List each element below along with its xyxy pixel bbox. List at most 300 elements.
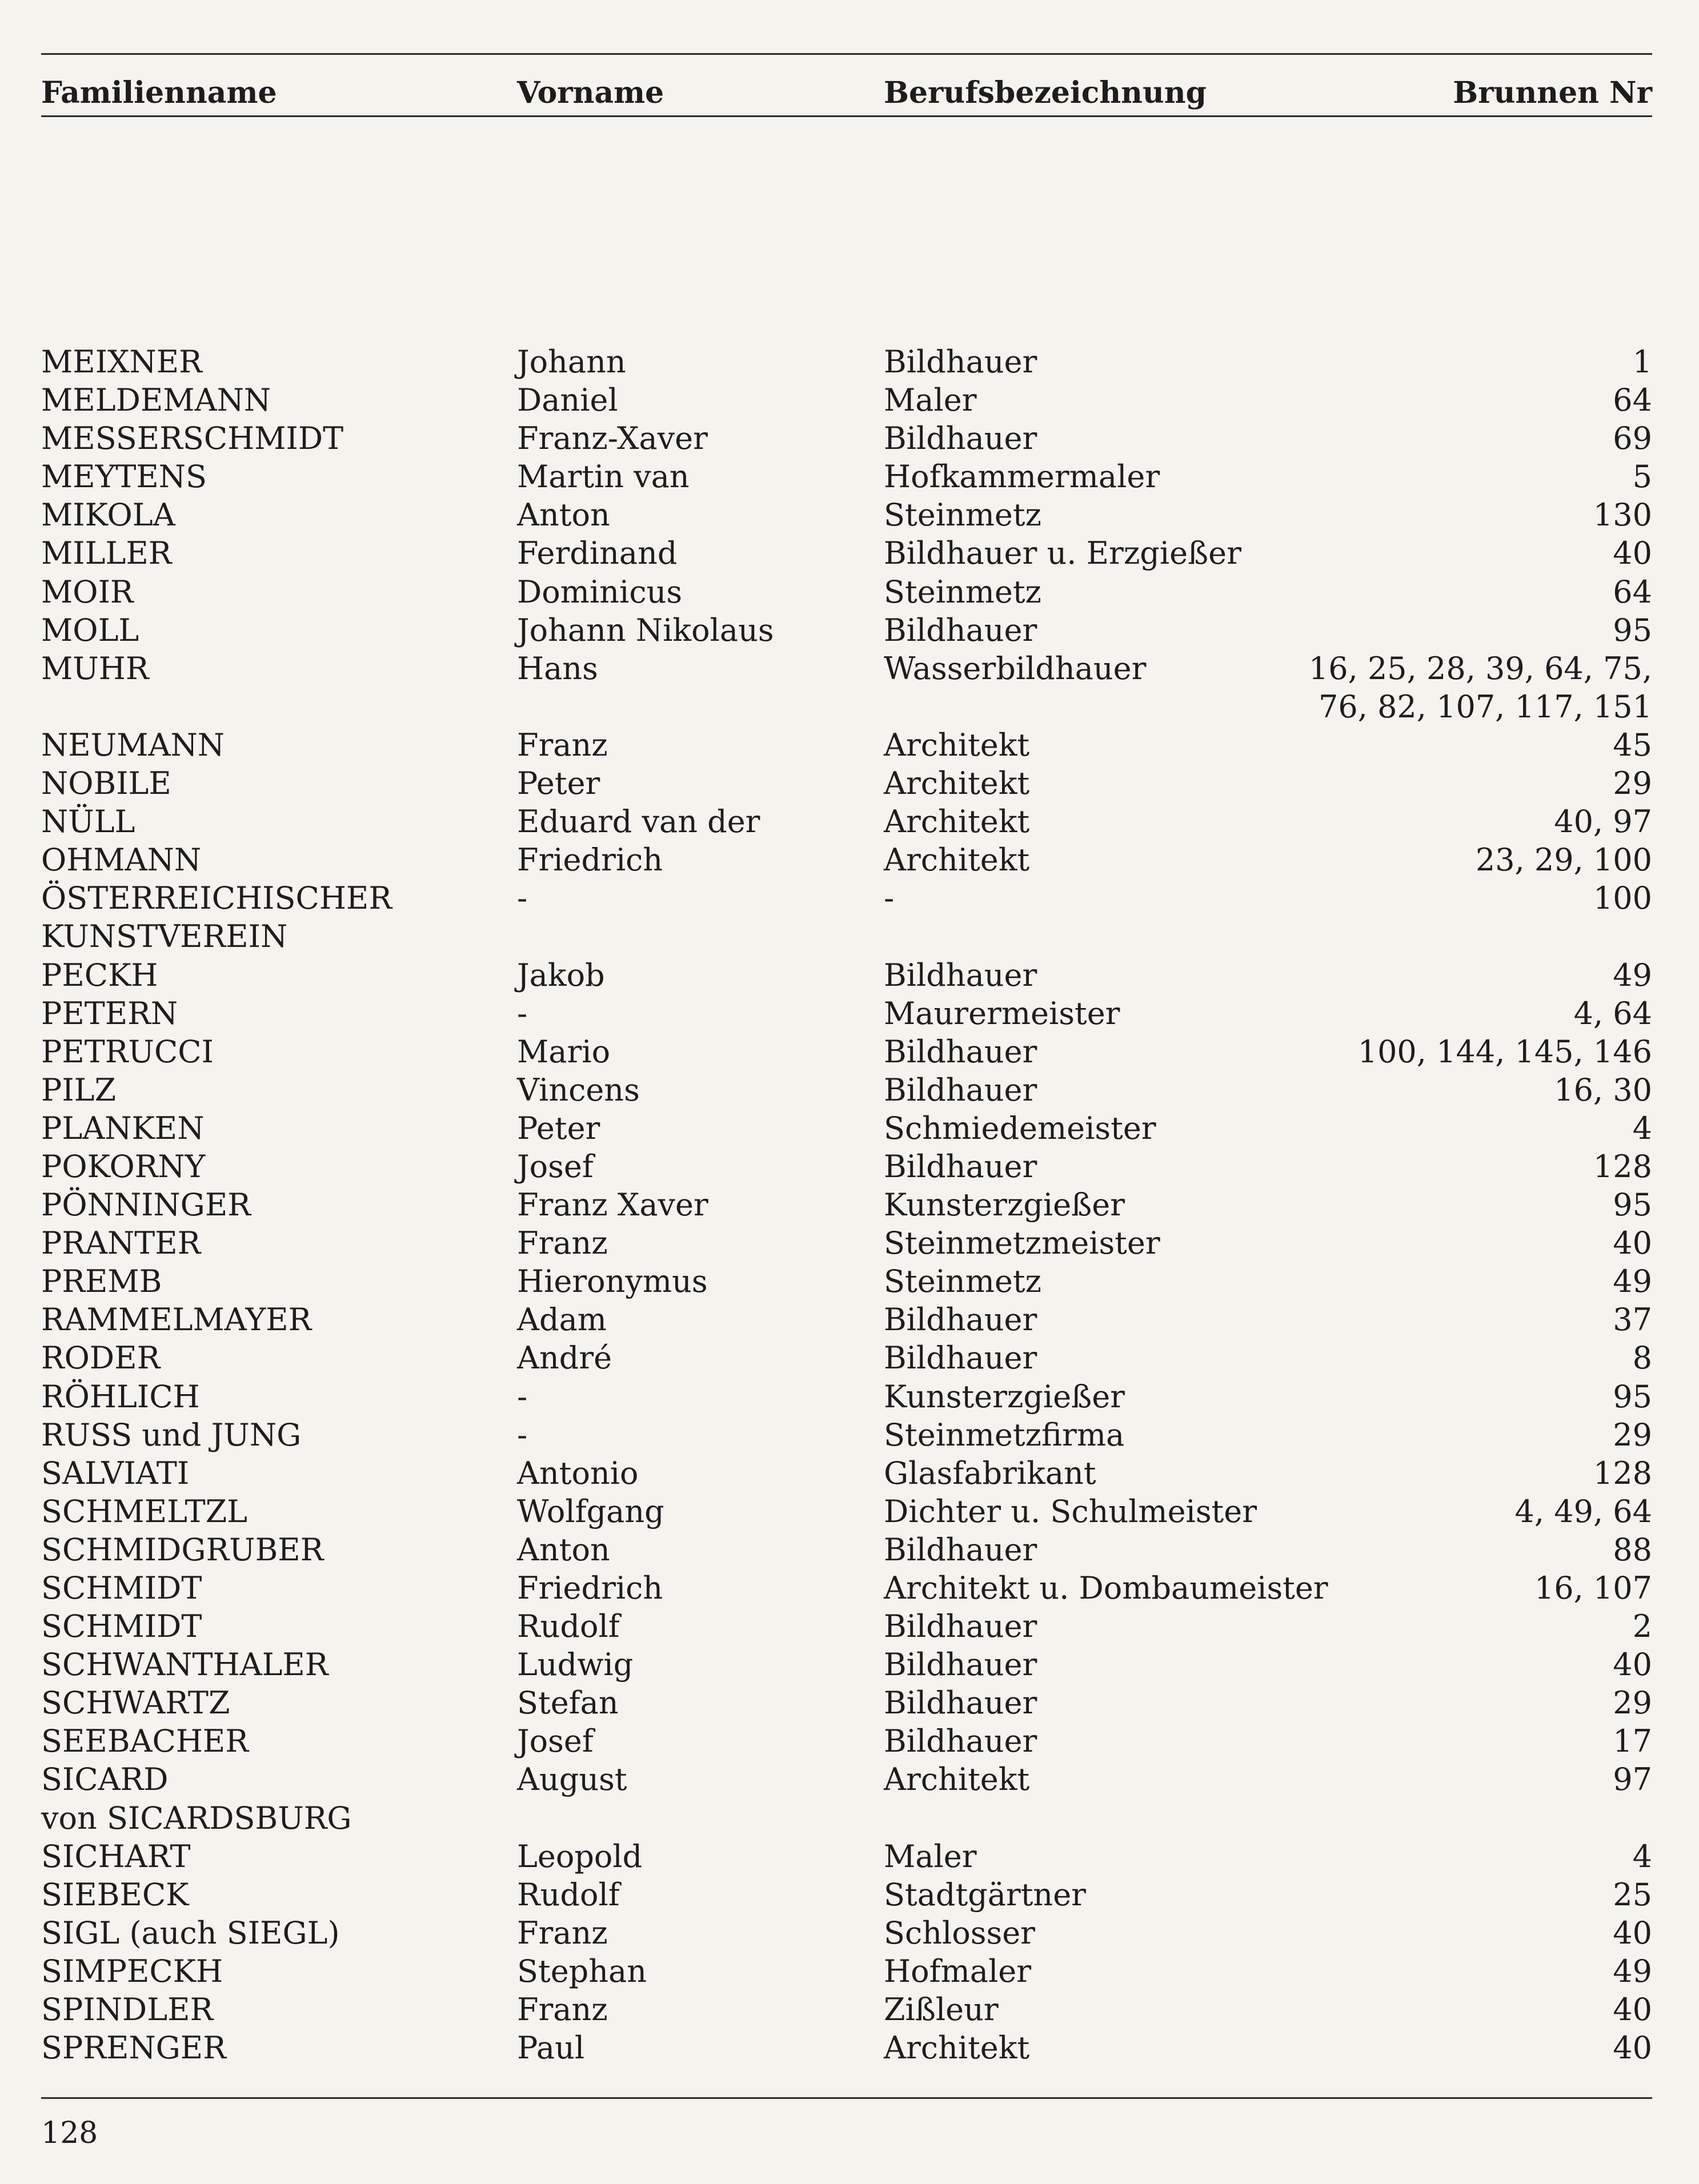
family-name-cell — [41, 611, 139, 649]
first-name-cell: Anton — [517, 1531, 610, 1568]
first-name-cell: Josef — [517, 1723, 594, 1760]
fountain-number-cell — [1534, 1569, 1652, 1607]
profession-cell: Kunsterzgießer — [884, 1187, 1125, 1223]
table-row — [41, 956, 1652, 994]
first-name-cell: Paul — [517, 2030, 585, 2066]
table-row — [41, 1262, 1652, 1300]
family-name-cell — [41, 496, 175, 534]
first-name-cell: Johann Nikolaus — [517, 612, 774, 648]
table-row — [41, 841, 1652, 879]
fountain-number-cell-line: 25 — [1613, 1876, 1652, 1913]
first-name-cell: Stefan — [517, 1685, 619, 1721]
first-name-cell: Friedrich — [517, 1570, 663, 1606]
family-name-cell-line: SCHMIDT — [41, 1608, 202, 1645]
first-name-cell: Rudolf — [517, 1608, 620, 1645]
fountain-number-cell — [1476, 841, 1652, 879]
family-name-cell — [41, 1837, 190, 1876]
fountain-number-cell-line: 4 — [1632, 1838, 1652, 1874]
fountain-number-cell — [1613, 1300, 1652, 1339]
table-row — [41, 879, 1652, 956]
profession-cell: Bildhauer — [884, 957, 1037, 993]
family-name-cell — [41, 573, 134, 611]
table-row — [41, 994, 1652, 1033]
profession-cell: Wasserbildhauer — [884, 650, 1147, 686]
fountain-number-cell — [1613, 1224, 1652, 1262]
first-name-cell: André — [517, 1340, 612, 1376]
first-name-cell: Franz — [517, 1992, 608, 2028]
fountain-number-cell — [1613, 534, 1652, 572]
family-name-cell-line: NÜLL — [41, 804, 135, 840]
fountain-number-cell — [1633, 1837, 1652, 1876]
table-row — [41, 573, 1652, 611]
family-name-cell — [41, 1300, 311, 1339]
family-name-cell-line: SEEBACHER — [41, 1723, 249, 1760]
family-name-cell-line: MILLER — [41, 535, 172, 572]
fountain-number-cell — [1554, 1071, 1652, 1109]
table-row — [41, 1760, 1652, 1837]
table-row — [41, 419, 1652, 457]
family-name-cell-line: RODER — [41, 1340, 161, 1376]
fountain-number-cell-line: 4, 64 — [1573, 995, 1652, 1031]
table-row — [41, 1339, 1652, 1377]
fountain-number-cell — [1309, 649, 1652, 726]
first-name-cell: Antonio — [517, 1455, 639, 1491]
header-profession: Berufsbezeichnung — [884, 75, 1207, 110]
family-name-cell — [41, 726, 225, 764]
family-name-cell-line: SPRENGER — [41, 2030, 226, 2066]
family-name-cell-line: MEYTENS — [41, 459, 207, 495]
fountain-number-cell-line: 17 — [1613, 1723, 1652, 1760]
profession-cell: Schmiedemeister — [884, 1110, 1156, 1146]
family-name-cell-line: SCHWANTHALER — [41, 1647, 328, 1683]
family-name-cell — [41, 1378, 200, 1416]
table-row — [41, 1569, 1652, 1607]
family-name-cell — [41, 1071, 116, 1109]
first-name-cell: Stephan — [517, 1953, 647, 1989]
first-name-cell: Franz-Xaver — [517, 420, 708, 457]
table-header — [41, 73, 1652, 113]
first-name-cell: Franz Xaver — [517, 1187, 708, 1223]
fountain-number-cell-line: 16, 107 — [1534, 1570, 1652, 1606]
fountain-number-cell — [1613, 381, 1652, 419]
first-name-cell: Franz — [517, 1914, 608, 1951]
profession-cell: Steinmetzmeister — [884, 1225, 1160, 1262]
family-name-cell — [41, 1109, 204, 1147]
fountain-number-cell-line: 5 — [1632, 459, 1652, 495]
table-row — [41, 1186, 1652, 1224]
profession-cell: Steinmetzfirma — [884, 1416, 1125, 1453]
fountain-number-cell — [1358, 1033, 1652, 1071]
first-name-cell: Hieronymus — [517, 1263, 708, 1300]
fountain-number-cell — [1613, 764, 1652, 802]
family-name-cell-line: SICHART — [41, 1838, 191, 1874]
fountain-number-cell-line: 100 — [1593, 880, 1652, 917]
fountain-number-cell — [1633, 457, 1652, 496]
fountain-number-cell — [1613, 1952, 1652, 1990]
family-name-cell — [41, 802, 135, 841]
fountain-number-cell-line: 4, 49, 64 — [1514, 1493, 1652, 1529]
fountain-number-cell — [1613, 2029, 1652, 2067]
profession-cell: Steinmetz — [884, 497, 1042, 533]
fountain-number-cell-line: 69 — [1613, 420, 1652, 457]
fountain-number-cell-line: 97 — [1613, 1761, 1652, 1798]
table-row — [41, 1454, 1652, 1492]
family-name-cell-line: MOLL — [41, 612, 139, 648]
family-name-cell-line: SICARD — [41, 1761, 169, 1798]
fountain-number-cell — [1613, 573, 1652, 611]
profession-cell: Hofmaler — [884, 1953, 1032, 1989]
fountain-number-cell — [1613, 611, 1652, 649]
first-name-cell: Johann — [517, 344, 626, 380]
first-name-cell: Josef — [517, 1148, 594, 1185]
fountain-number-cell — [1554, 802, 1652, 841]
first-name-cell: Friedrich — [517, 842, 663, 878]
profession-cell: Architekt — [884, 1761, 1030, 1798]
fountain-number-cell-line: 16, 25, 28, 39, 64, 75, — [1308, 650, 1652, 686]
profession-cell: Bildhauer — [884, 1647, 1037, 1683]
fountain-number-cell — [1515, 1492, 1652, 1531]
table-row — [41, 534, 1652, 572]
fountain-number-cell — [1613, 419, 1652, 457]
family-name-cell — [41, 419, 343, 457]
fountain-number-cell — [1613, 1262, 1652, 1300]
first-name-cell: Vincens — [517, 1071, 640, 1108]
profession-cell: Architekt — [884, 765, 1030, 802]
profession-cell: Bildhauer — [884, 1531, 1037, 1568]
family-name-cell — [41, 457, 207, 496]
family-name-cell — [41, 1224, 201, 1262]
first-name-cell: Leopold — [517, 1838, 643, 1874]
table-row — [41, 1071, 1652, 1109]
fountain-number-cell — [1633, 343, 1652, 381]
family-name-cell — [41, 343, 202, 381]
table-row — [41, 649, 1652, 726]
family-name-cell-line: SCHMIDGRUBER — [41, 1531, 324, 1568]
profession-cell: Bildhauer — [884, 420, 1037, 457]
header-first-name: Vorname — [517, 75, 664, 110]
first-name-cell: Adam — [517, 1302, 607, 1338]
fountain-number-cell — [1613, 1531, 1652, 1569]
family-name-cell-line: OHMANN — [41, 842, 202, 878]
footer-rule — [41, 2097, 1652, 2099]
first-name-cell: Anton — [517, 497, 610, 533]
fountain-number-cell — [1613, 1914, 1652, 1952]
fountain-number-cell — [1633, 1339, 1652, 1377]
family-name-cell — [41, 2029, 226, 2067]
family-name-cell — [41, 764, 171, 802]
first-name-cell: - — [517, 1416, 528, 1453]
fountain-number-cell-line: 40 — [1613, 2030, 1652, 2066]
fountain-number-cell — [1633, 1607, 1652, 1645]
family-name-cell-line: PETRUCCI — [41, 1033, 214, 1070]
first-name-cell: Peter — [517, 1110, 600, 1146]
table-row — [41, 1416, 1652, 1454]
profession-cell: Bildhauer — [884, 344, 1037, 380]
fountain-number-cell-line: 88 — [1613, 1531, 1652, 1568]
fountain-number-cell-line: 40, 97 — [1554, 804, 1652, 840]
family-name-cell — [41, 1147, 205, 1186]
fountain-number-cell — [1613, 1760, 1652, 1798]
first-name-cell: Eduard van der — [517, 804, 760, 840]
family-name-cell-line: PÖNNINGER — [41, 1187, 251, 1223]
table-row — [41, 1876, 1652, 1914]
table-row — [41, 1033, 1652, 1071]
fountain-number-cell-line: 76, 82, 107, 117, 151 — [1319, 688, 1652, 725]
family-name-cell-line: PECKH — [41, 957, 158, 993]
family-name-cell-line: von SICARDSBURG — [41, 1800, 352, 1836]
profession-cell: Architekt u. Dombaumeister — [884, 1570, 1328, 1606]
fountain-number-cell-line: 128 — [1593, 1148, 1652, 1185]
profession-cell: Bildhauer — [884, 1148, 1037, 1185]
family-name-cell-line: RUSS und JUNG — [41, 1416, 302, 1453]
family-name-cell-line: KUNSTVEREIN — [41, 918, 288, 955]
profession-cell: Maler — [884, 382, 977, 419]
table-row — [41, 1645, 1652, 1684]
fountain-number-cell-line: 49 — [1613, 1953, 1652, 1989]
table-row — [41, 343, 1652, 381]
profession-cell: Steinmetz — [884, 573, 1042, 610]
family-name-cell — [41, 1531, 323, 1569]
family-name-cell — [41, 994, 178, 1033]
fountain-number-cell — [1613, 1645, 1652, 1684]
fountain-number-cell-line: 37 — [1613, 1302, 1652, 1338]
family-name-cell-line: SIGL (auch SIEGL) — [41, 1914, 340, 1951]
table-row — [41, 611, 1652, 649]
table-row — [41, 764, 1652, 802]
fountain-number-cell-line: 16, 30 — [1554, 1071, 1652, 1108]
table-row — [41, 1684, 1652, 1722]
table-row — [41, 1952, 1652, 1990]
fountain-number-cell-line: 49 — [1613, 1263, 1652, 1300]
fountain-number-cell — [1593, 1147, 1652, 1186]
fountain-number-cell-line: 29 — [1613, 1685, 1652, 1721]
table-row — [41, 1990, 1652, 2029]
fountain-number-cell-line: 64 — [1613, 382, 1652, 419]
table-row — [41, 457, 1652, 496]
fountain-number-cell — [1613, 1416, 1652, 1454]
family-name-cell — [41, 1607, 202, 1645]
family-name-cell-line: PILZ — [41, 1071, 117, 1108]
fountain-number-cell-line: 40 — [1613, 1992, 1652, 2028]
profession-cell: Glasfabrikant — [884, 1455, 1096, 1491]
family-name-cell-line: MUHR — [41, 650, 149, 686]
artist-table — [41, 343, 1652, 2067]
table-row — [41, 1300, 1652, 1339]
family-name-cell — [41, 956, 158, 994]
family-name-cell-line: MOIR — [41, 573, 134, 610]
fountain-number-cell-line: 95 — [1613, 1187, 1652, 1223]
first-name-cell: Rudolf — [517, 1876, 620, 1913]
profession-cell: Architekt — [884, 842, 1030, 878]
family-name-cell — [41, 1722, 249, 1760]
fountain-number-cell — [1613, 1876, 1652, 1914]
family-name-cell-line: POKORNY — [41, 1148, 206, 1185]
family-name-cell-line: PRANTER — [41, 1225, 201, 1262]
fountain-number-cell-line: 40 — [1613, 1647, 1652, 1683]
family-name-cell-line: SPINDLER — [41, 1992, 214, 2028]
family-name-cell-line: RÖHLICH — [41, 1378, 200, 1415]
family-name-cell — [41, 1990, 213, 2029]
top-rule — [41, 53, 1652, 55]
family-name-cell-line: NOBILE — [41, 765, 171, 802]
fountain-number-cell — [1613, 726, 1652, 764]
family-name-cell-line: PETERN — [41, 995, 178, 1031]
fountain-number-cell-line: 4 — [1632, 1110, 1652, 1146]
profession-cell: Bildhauer — [884, 612, 1037, 648]
table-row — [41, 381, 1652, 419]
first-name-cell: - — [517, 880, 528, 917]
fountain-number-cell-line: 64 — [1613, 573, 1652, 610]
profession-cell: Bildhauer — [884, 1340, 1037, 1376]
profession-cell: Bildhauer — [884, 1033, 1037, 1070]
first-name-cell: - — [517, 1378, 528, 1415]
fountain-number-cell — [1613, 1186, 1652, 1224]
family-name-cell — [41, 1684, 230, 1722]
table-row — [41, 1109, 1652, 1147]
profession-cell: Bildhauer — [884, 1608, 1037, 1645]
family-name-cell-line: MELDEMANN — [41, 382, 271, 419]
first-name-cell: Dominicus — [517, 573, 683, 610]
family-name-cell — [41, 1760, 352, 1837]
profession-cell: Architekt — [884, 726, 1030, 763]
fountain-number-cell-line: 130 — [1593, 497, 1652, 533]
header-fountain-number: Brunnen Nr — [1453, 75, 1652, 110]
fountain-number-cell — [1593, 1454, 1652, 1492]
family-name-cell — [41, 1914, 340, 1952]
fountain-number-cell — [1593, 496, 1652, 534]
family-name-cell — [41, 1186, 251, 1224]
family-name-cell — [41, 1454, 189, 1492]
first-name-cell: Franz — [517, 1225, 608, 1262]
family-name-cell-line: SCHWARTZ — [41, 1685, 230, 1721]
fountain-number-cell-line: 40 — [1613, 1225, 1652, 1262]
fountain-number-cell-line: 95 — [1613, 612, 1652, 648]
profession-cell: Zißleur — [884, 1992, 999, 2028]
family-name-cell — [41, 1569, 202, 1607]
first-name-cell: Mario — [517, 1033, 611, 1070]
fountain-number-cell-line: 40 — [1613, 1914, 1652, 1951]
profession-cell: Architekt — [884, 804, 1030, 840]
family-name-cell-line: RAMMELMAYER — [41, 1302, 312, 1338]
table-row — [41, 1147, 1652, 1186]
family-name-cell-line: ÖSTERREICHISCHER — [41, 880, 392, 917]
profession-cell: Steinmetz — [884, 1263, 1042, 1300]
family-name-cell — [41, 649, 149, 688]
fountain-number-cell-line: 128 — [1593, 1455, 1652, 1491]
first-name-cell: Ferdinand — [517, 535, 678, 572]
family-name-cell-line: MIKOLA — [41, 497, 175, 533]
table-row — [41, 496, 1652, 534]
fountain-number-cell — [1613, 1378, 1652, 1416]
family-name-cell-line: SCHMIDT — [41, 1570, 202, 1606]
fountain-number-cell-line: 29 — [1613, 765, 1652, 802]
table-row — [41, 1914, 1652, 1952]
fountain-number-cell — [1613, 1990, 1652, 2029]
table-row — [41, 726, 1652, 764]
family-name-cell — [41, 1492, 247, 1531]
family-name-cell-line: PREMB — [41, 1263, 162, 1300]
family-name-cell — [41, 534, 171, 572]
header-rule — [41, 115, 1652, 117]
family-name-cell-line: NEUMANN — [41, 726, 225, 763]
first-name-cell: Hans — [517, 650, 598, 686]
profession-cell: - — [884, 880, 895, 917]
family-name-cell-line: SCHMELTZL — [41, 1493, 247, 1529]
first-name-cell: August — [517, 1761, 627, 1798]
fountain-number-cell-line: 40 — [1613, 535, 1652, 572]
fountain-number-cell — [1613, 1684, 1652, 1722]
fountain-number-cell-line: 8 — [1632, 1340, 1652, 1376]
profession-cell: Bildhauer — [884, 1685, 1037, 1721]
profession-cell: Bildhauer — [884, 1302, 1037, 1338]
family-name-cell-line: SIEBECK — [41, 1876, 189, 1913]
profession-cell: Bildhauer — [884, 1723, 1037, 1760]
profession-cell: Dichter u. Schulmeister — [884, 1493, 1257, 1529]
family-name-cell — [41, 1645, 328, 1684]
first-name-cell: Wolfgang — [517, 1493, 664, 1529]
fountain-number-cell-line: 23, 29, 100 — [1475, 842, 1652, 878]
fountain-number-cell-line: 45 — [1613, 726, 1652, 763]
family-name-cell — [41, 1033, 214, 1071]
table-row — [41, 1722, 1652, 1760]
first-name-cell: Martin van — [517, 459, 690, 495]
fountain-number-cell-line: 1 — [1632, 344, 1652, 380]
table-row — [41, 1837, 1652, 1876]
profession-cell: Architekt — [884, 2030, 1030, 2066]
table-row — [41, 802, 1652, 841]
table-row — [41, 1531, 1652, 1569]
fountain-number-cell-line: 100, 144, 145, 146 — [1357, 1033, 1652, 1070]
family-name-cell — [41, 1416, 301, 1454]
profession-cell: Schlosser — [884, 1914, 1035, 1951]
profession-cell: Stadtgärtner — [884, 1876, 1086, 1913]
header-family-name: Familienname — [41, 75, 277, 110]
table-row — [41, 1224, 1652, 1262]
family-name-cell-line: MESSERSCHMIDT — [41, 420, 344, 457]
fountain-number-cell — [1593, 879, 1652, 917]
family-name-cell-line: MEIXNER — [41, 344, 202, 380]
first-name-cell: Ludwig — [517, 1647, 634, 1683]
fountain-number-cell — [1613, 1722, 1652, 1760]
fountain-number-cell-line: 29 — [1613, 1416, 1652, 1453]
fountain-number-cell-line: 49 — [1613, 957, 1652, 993]
first-name-cell: Franz — [517, 726, 608, 763]
profession-cell: Bildhauer — [884, 1071, 1037, 1108]
family-name-cell-line: SALVIATI — [41, 1455, 190, 1491]
family-name-cell — [41, 841, 201, 879]
page-number: 128 — [41, 2116, 98, 2150]
family-name-cell — [41, 1339, 160, 1377]
first-name-cell: Jakob — [517, 957, 605, 993]
profession-cell: Maurermeister — [884, 995, 1120, 1031]
profession-cell: Kunsterzgießer — [884, 1378, 1125, 1415]
family-name-cell — [41, 879, 392, 956]
family-name-cell — [41, 1952, 223, 1990]
profession-cell: Hofkammermaler — [884, 459, 1160, 495]
fountain-number-cell-line: 2 — [1632, 1608, 1652, 1645]
fountain-number-cell — [1633, 1109, 1652, 1147]
family-name-cell-line: SIMPECKH — [41, 1953, 223, 1989]
table-row — [41, 1492, 1652, 1531]
profession-cell: Bildhauer u. Erzgießer — [884, 535, 1241, 572]
profession-cell: Maler — [884, 1838, 977, 1874]
fountain-number-cell-line: 95 — [1613, 1378, 1652, 1415]
first-name-cell: Peter — [517, 765, 600, 802]
family-name-cell — [41, 1262, 162, 1300]
fountain-number-cell — [1574, 994, 1652, 1033]
table-row — [41, 1607, 1652, 1645]
table-row — [41, 2029, 1652, 2067]
